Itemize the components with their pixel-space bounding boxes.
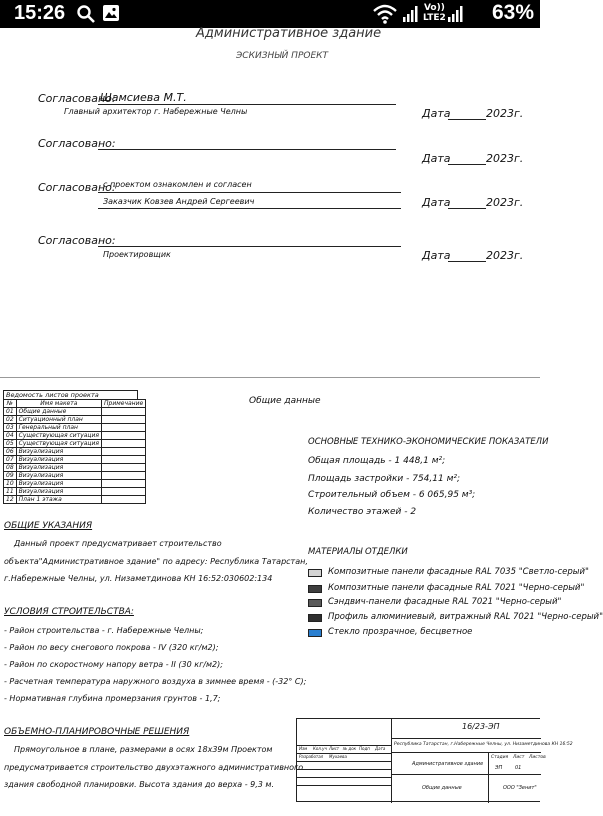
sheet-note [102, 456, 146, 464]
sheets-table-caption: Ведомость листов проекта [3, 390, 138, 399]
sheet-value: 01 [515, 765, 522, 771]
sheet-name: Существующая ситуация [16, 440, 101, 448]
sheet-note [102, 408, 146, 416]
tep-building-area: Площадь застройки - 754,11 м²; [308, 474, 461, 484]
sheet-note [102, 496, 146, 504]
page-subtitle: ЭСКИЗНЫЙ ПРОЕКТ [236, 51, 329, 61]
lte-indicator: Vo)) LTE2 [423, 3, 446, 23]
col-name: Имя макета [16, 400, 101, 408]
sheet-number: 11 [4, 488, 17, 496]
approval-note: Заказчик Ковзев Андрей Сергеевич [103, 197, 255, 206]
sheet-number: 12 [4, 496, 17, 504]
approval-label: Согласовано: [38, 181, 116, 194]
approval-label: Согласовано: [38, 92, 116, 105]
sheet-number: 04 [4, 432, 17, 440]
date-line [448, 164, 486, 165]
sheet-header: Лист [513, 755, 525, 760]
sheet-name: Визуализация [16, 472, 101, 480]
planning-heading: ОБЪЕМНО-ПЛАНИРОВОЧНЫЕ РЕШЕНИЯ [4, 727, 190, 737]
conditions-line: - Район строительства - г. Набережные Челны; [4, 626, 204, 635]
title-block-address: Республика Татарстан, г.Набережные Челны, ул. Низаметдинова КН 16:52 [394, 742, 573, 747]
tep-floors: Количество этажей - 2 [308, 507, 417, 517]
tep-volume: Строительный объем - 6 065,95 м³; [308, 490, 476, 500]
title-block-sheetname-cell [391, 775, 489, 803]
date-year: 2023г. [486, 249, 524, 262]
approval-note: Проектировщик [103, 250, 171, 259]
sheet-number: 01 [4, 408, 17, 416]
page-separator [0, 377, 540, 378]
sheet-note [102, 464, 146, 472]
conditions-line: - Нормативная глубина промерзания грунтов - 1,7; [4, 694, 221, 703]
sheet-name: Общие данные [16, 408, 101, 416]
col-number: № [4, 400, 17, 408]
date-year: 2023г. [486, 152, 524, 165]
date-label: Дата [422, 249, 451, 262]
status-time: 15:26 [14, 2, 66, 24]
date-label: Дата [422, 152, 451, 165]
table-row [4, 464, 146, 472]
sheet-number: 02 [4, 416, 17, 424]
sheet-name: Визуализация [16, 448, 101, 456]
title-block-company: ООО "Зенит" [503, 785, 537, 791]
search-icon [76, 4, 96, 24]
sheet-name: Ситуационный план [16, 416, 101, 424]
material-text: Композитные панели фасадные RAL 7035 "Светло-серый" [328, 567, 589, 577]
col-note: Примечание [102, 400, 146, 408]
title-block-object-cell [391, 753, 489, 775]
signal-bars-icon [402, 5, 418, 23]
material-text: Стекло прозрачное, бесцветное [328, 627, 473, 637]
sheet-note [102, 440, 146, 448]
title-block-grid [297, 739, 391, 803]
stamp-col: Подп [359, 746, 370, 751]
table-row [4, 488, 146, 496]
date-label: Дата [422, 196, 451, 209]
sheet-note [102, 424, 146, 432]
tep-total-area: Общая площадь - 1 448,1 м²; [308, 456, 446, 466]
table-row [4, 480, 146, 488]
sheet-number: 03 [4, 424, 17, 432]
title-block-address-cell [391, 739, 573, 753]
sheet-name: Визуализация [16, 456, 101, 464]
sheets-table-body [4, 408, 146, 504]
signature-line [98, 246, 401, 247]
date-line [448, 261, 486, 262]
sheet-number: 07 [4, 456, 17, 464]
wifi-icon [372, 3, 398, 25]
sheet-name: Визуализация [16, 480, 101, 488]
material-text: Профиль алюминиевый, витражный RAL 7021 "Черно-серый" [328, 612, 603, 622]
sheet-note [102, 448, 146, 456]
stamp-col: № док [343, 746, 357, 751]
grid-line [297, 785, 391, 786]
sheet-number: 08 [4, 464, 17, 472]
title-block-object: Административное здание [412, 761, 484, 767]
material-swatch [308, 585, 322, 593]
planning-line: здания свободной планировки. Высота здания до верха - 9,3 м. [4, 780, 274, 789]
stamp-role: Разработал [299, 754, 324, 759]
sheet-number: 09 [4, 472, 17, 480]
signature-line [98, 192, 401, 193]
sheet-name: Генеральный план [16, 424, 101, 432]
sheet-name: План 1 этажа [16, 496, 101, 504]
sheet-number: 10 [4, 480, 17, 488]
stage-header: Стадия [491, 755, 509, 760]
table-row [4, 448, 146, 456]
sheet-name: Существующая ситуация [16, 432, 101, 440]
sheet-name: Визуализация [16, 464, 101, 472]
battery-percent: 63% [491, 1, 534, 24]
conditions-line: - Расчетная температура наружного воздуха в зимнее время - (-32° С); [4, 677, 307, 686]
date-label: Дата [422, 107, 451, 120]
material-swatch [308, 629, 322, 637]
cellular-signal-icon [447, 5, 463, 23]
date-year: 2023г. [486, 107, 524, 120]
sheet-number: 05 [4, 440, 17, 448]
sheet-note [102, 480, 146, 488]
general-line: г.Набережные Челны, ул. Низаметдинова КН 16:52:030602:134 [4, 574, 273, 583]
sheet-note [102, 472, 146, 480]
title-block-stage-cell [489, 753, 546, 775]
material-swatch [308, 614, 322, 622]
sheet-note [102, 416, 146, 424]
date-year: 2023г. [486, 196, 524, 209]
tep-heading: ОСНОВНЫЕ ТЕХНИКО-ЭКОНОМИЧЕСКИЕ ПОКАЗАТЕЛИ [308, 437, 549, 447]
approval-label: Согласовано: [38, 234, 116, 247]
material-swatch [308, 599, 322, 607]
signature-line [98, 149, 396, 150]
grid-line [297, 777, 391, 778]
stamp-col: Кол.уч [313, 746, 327, 751]
planning-line: предусматривается строительство двухэтажного административного [4, 763, 304, 772]
stamp-person: Мухаева [329, 754, 347, 759]
title-block-company-cell [489, 775, 541, 803]
table-row [4, 432, 146, 440]
sheet-note [102, 432, 146, 440]
stage-value: ЭП [495, 765, 503, 771]
conditions-line: - Район по скоростному напору ветра - II (30 кг/м2); [4, 660, 223, 669]
table-row [4, 456, 146, 464]
grid-line [297, 769, 391, 770]
materials-heading: МАТЕРИАЛЫ ОТДЕЛКИ [308, 547, 408, 557]
approval-signer: с проектом ознакомлен и согласен [103, 180, 252, 189]
sheets-table [3, 390, 146, 504]
grid-line [297, 761, 391, 762]
table-row [4, 424, 146, 432]
approval-label: Согласовано: [38, 137, 116, 150]
stamp-col: Лист [329, 746, 340, 751]
planning-line: Прямоугольное в плане, размерами в осях 18х39м Проектом [14, 745, 273, 754]
title-block [296, 718, 573, 802]
status-bar [0, 0, 540, 28]
table-row [4, 472, 146, 480]
signature-line [98, 104, 396, 105]
sheets-header: Листов [529, 755, 546, 760]
stamp-col: Изм [299, 746, 308, 751]
stamp-col: Дата [375, 746, 386, 751]
general-heading: ОБЩИЕ УКАЗАНИЯ [4, 521, 93, 531]
title-block-code: 16/23-ЭП [462, 722, 500, 731]
gallery-icon [102, 4, 120, 22]
material-swatch [308, 569, 322, 577]
table-row [4, 416, 146, 424]
signature-line [98, 208, 401, 209]
sheet-number: 06 [4, 448, 17, 456]
page-title: Административное здание [196, 26, 382, 41]
conditions-heading: УСЛОВИЯ СТРОИТЕЛЬСТВА: [4, 607, 134, 617]
sheet-heading: Общие данные [249, 396, 321, 406]
material-text: Композитные панели фасадные RAL 7021 "Черно-серый" [328, 583, 585, 593]
material-text: Сэндвич-панели фасадные RAL 7021 "Черно-серый" [328, 597, 562, 607]
conditions-line: - Район по весу снегового покрова - IV (320 кг/м2); [4, 643, 219, 652]
date-line [448, 208, 486, 209]
sheet-note [102, 488, 146, 496]
sheet-name: Визуализация [16, 488, 101, 496]
approval-note: Главный архитектор г. Набережные Челны [64, 107, 248, 116]
title-block-code-cell [391, 719, 541, 739]
table-row [4, 408, 146, 416]
general-line: Данный проект предусматривает строительство [14, 539, 222, 548]
general-line: объекта"Административное здание" по адресу: Республика Татарстан, [4, 557, 308, 566]
date-line [448, 119, 486, 120]
table-row [4, 440, 146, 448]
title-block-sheet-name: Общие данные [422, 785, 462, 791]
table-row [4, 496, 146, 504]
approval-signer: Шамсиева М.Т. [100, 91, 187, 104]
